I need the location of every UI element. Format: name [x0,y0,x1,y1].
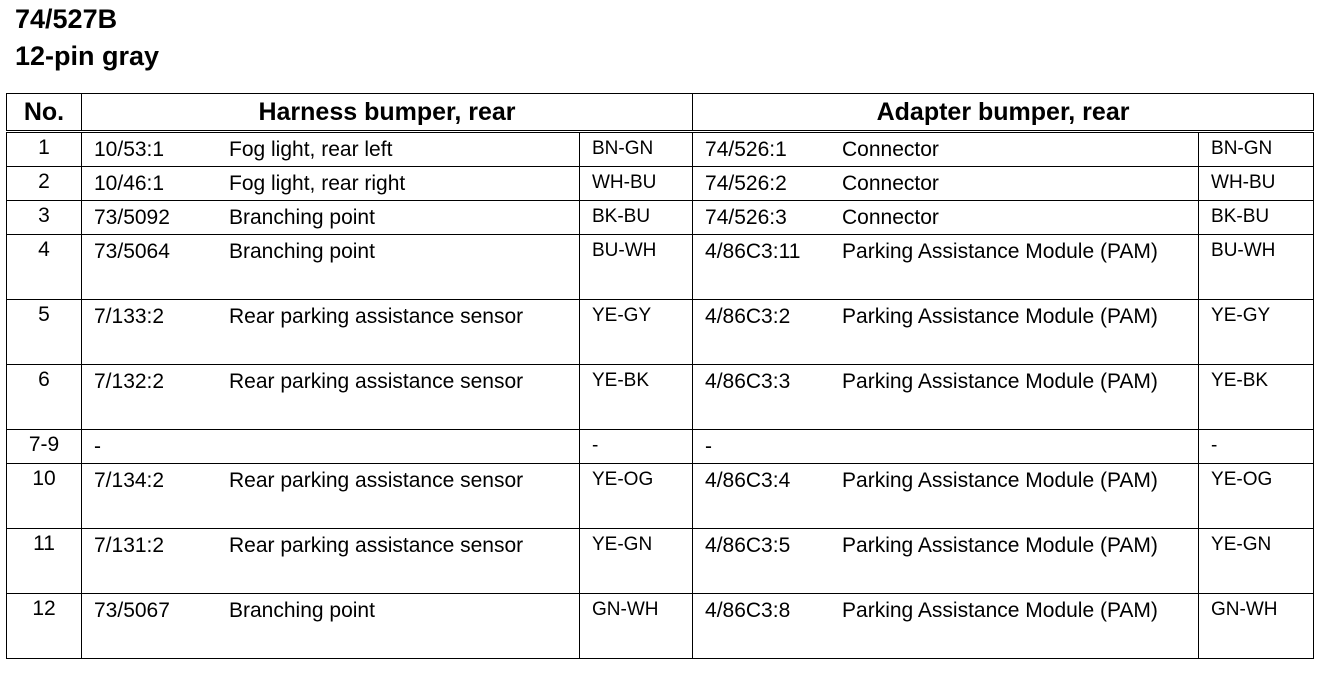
pin-number: 11 [7,529,82,594]
table-row [7,529,1314,594]
pin-number: 1 [7,132,82,167]
harness-ref: 73/5064 [94,240,170,263]
harness-desc: Branching point [229,240,375,263]
column-header-adapter: Adapter bumper, rear [693,94,1314,132]
harness-desc: Rear parking assistance sensor [229,305,524,328]
adapter-desc: Parking Assistance Module (PAM) [842,599,1158,622]
harness-wire-color: YE-GN [592,534,653,555]
harness-wire-color: BK-BU [592,206,651,227]
adapter-wire-color: YE-BK [1211,370,1269,391]
pin-number: 6 [7,365,82,430]
pin-number: 4 [7,235,82,300]
adapter-desc: Connector [842,206,939,229]
adapter-wire-color: BU-WH [1211,240,1276,261]
adapter-desc: Parking Assistance Module (PAM) [842,469,1158,492]
harness-desc: Rear parking assistance sensor [229,370,524,393]
table-row [7,235,1314,300]
adapter-desc: Parking Assistance Module (PAM) [842,534,1158,557]
harness-wire-color: BU-WH [592,240,657,261]
adapter-ref: 74/526:1 [705,138,787,161]
harness-wire-color: YE-OG [592,469,654,490]
pin-number: 12 [7,594,82,659]
harness-wire-color: BN-GN [592,138,654,159]
adapter-ref: 4/86C3:8 [705,599,791,622]
adapter-wire-color: WH-BU [1211,172,1276,193]
harness-ref: 7/134:2 [94,469,165,492]
connector-type-subtitle: 12-pin gray [15,41,160,71]
adapter-wire-color: YE-GN [1211,534,1272,555]
harness-desc: Branching point [229,599,375,622]
column-header-harness: Harness bumper, rear [82,94,693,132]
harness-ref: 7/132:2 [94,370,165,393]
harness-wire-color: - [592,435,599,456]
harness-ref: 7/133:2 [94,305,165,328]
table-header-row [7,94,1314,132]
harness-wire-color: YE-BK [592,370,650,391]
harness-desc: Fog light, rear left [229,138,393,161]
table-row [7,464,1314,529]
table-row [7,201,1314,235]
harness-ref: - [94,435,101,458]
adapter-desc: Parking Assistance Module (PAM) [842,240,1158,263]
adapter-ref: 4/86C3:11 [705,240,801,263]
pin-number: 7-9 [7,430,82,464]
adapter-desc: Parking Assistance Module (PAM) [842,305,1158,328]
harness-wire-color: WH-BU [592,172,657,193]
harness-desc: Branching point [229,206,375,229]
adapter-wire-color: GN-WH [1211,599,1278,620]
harness-desc: Rear parking assistance sensor [229,534,524,557]
adapter-desc: Parking Assistance Module (PAM) [842,370,1158,393]
adapter-ref: 4/86C3:3 [705,370,791,393]
table-body [7,132,1314,659]
harness-ref: 73/5067 [94,599,170,622]
adapter-ref: 4/86C3:5 [705,534,791,557]
pin-number: 10 [7,464,82,529]
connector-id-title: 74/527B [15,4,118,34]
adapter-wire-color: YE-OG [1211,469,1273,490]
harness-desc: Fog light, rear right [229,172,406,195]
table-row [7,365,1314,430]
adapter-desc: Connector [842,138,939,161]
table-row [7,300,1314,365]
harness-ref: 10/46:1 [94,172,165,195]
harness-wire-color: GN-WH [592,599,659,620]
adapter-ref: - [705,435,713,458]
table-row [7,430,1314,464]
harness-ref: 10/53:1 [94,138,165,161]
harness-desc: Rear parking assistance sensor [229,469,524,492]
table-row [7,167,1314,201]
adapter-ref: 4/86C3:2 [705,305,791,328]
adapter-wire-color: BK-BU [1211,206,1270,227]
adapter-ref: 74/526:3 [705,206,787,229]
column-header-no: No. [7,94,82,132]
harness-wire-color: YE-GY [592,305,652,326]
table-row [7,594,1314,659]
adapter-wire-color: - [1211,435,1218,456]
table-row [7,132,1314,167]
adapter-wire-color: YE-GY [1211,305,1271,326]
pin-number: 3 [7,201,82,235]
adapter-desc: Connector [842,172,939,195]
pin-number: 5 [7,300,82,365]
harness-ref: 73/5092 [94,206,170,229]
pin-assignment-table [6,93,1314,659]
harness-ref: 7/131:2 [94,534,165,557]
adapter-wire-color: BN-GN [1211,138,1273,159]
adapter-ref: 74/526:2 [705,172,787,195]
adapter-ref: 4/86C3:4 [705,469,791,492]
pin-number: 2 [7,167,82,201]
